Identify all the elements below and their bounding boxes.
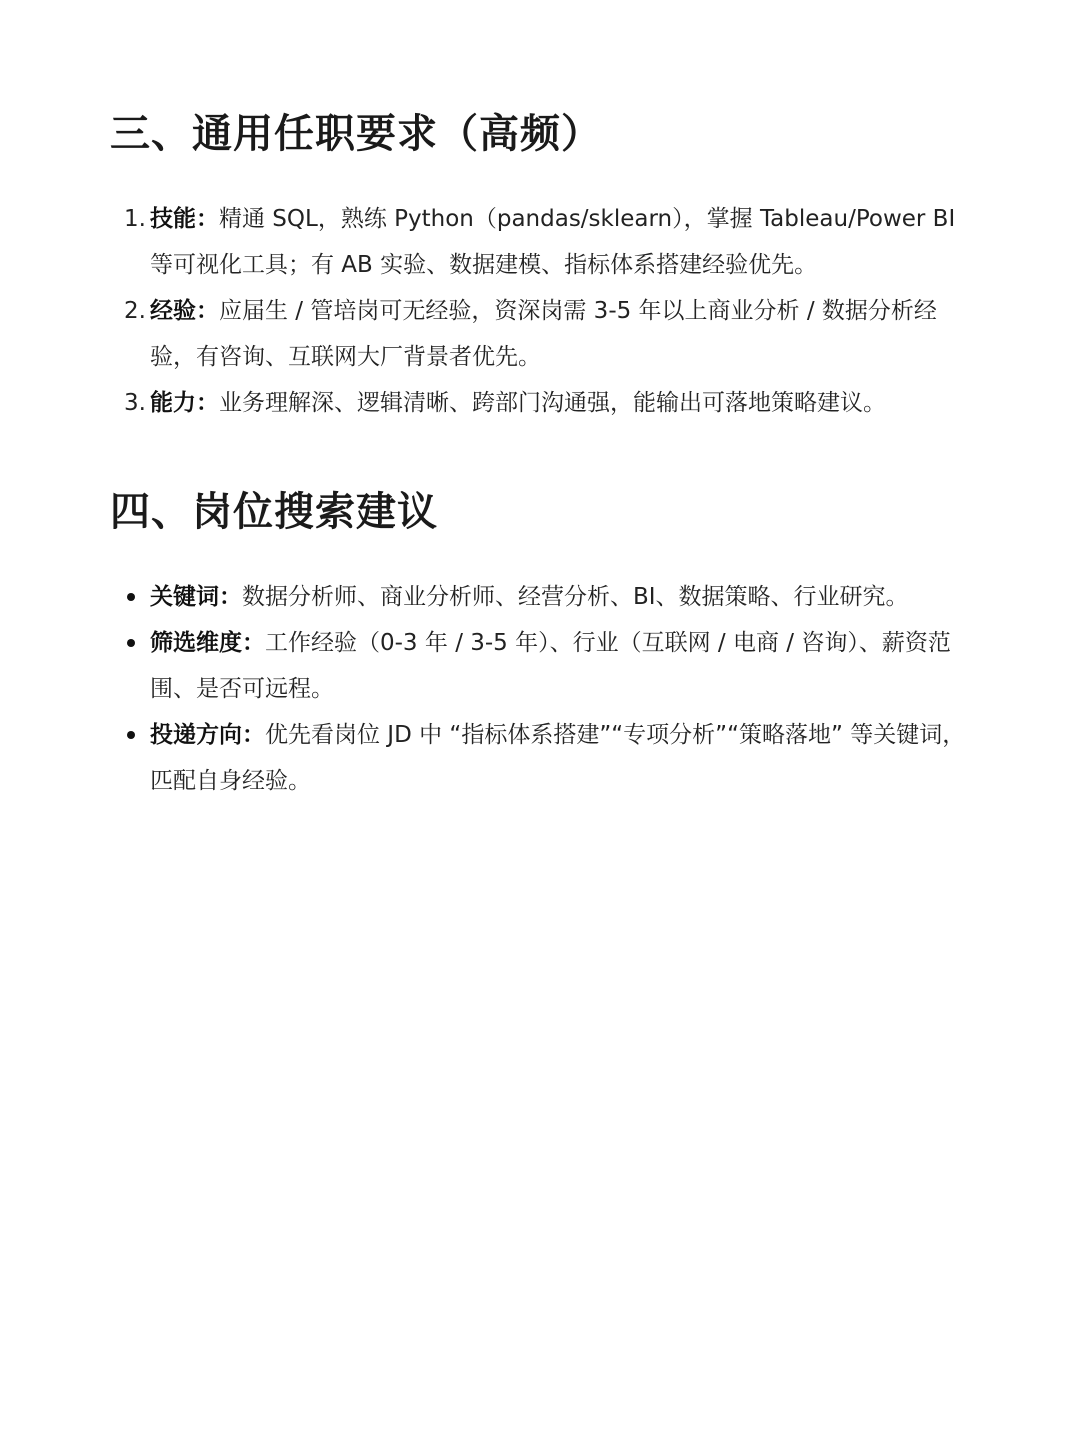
- item-text: 数据分析师、商业分析师、经营分析、BI、数据策略、行业研究。: [242, 584, 909, 610]
- list-item-keywords: [110, 574, 970, 620]
- section-3-title: 三、通用任职要求（高频）: [110, 111, 602, 157]
- list-item-filters: [110, 620, 970, 712]
- requirements-list: [110, 196, 970, 426]
- item-label: 投递方向：: [150, 722, 265, 748]
- list-item-ability: [110, 380, 970, 426]
- item-text: 业务理解深、逻辑清晰、跨部门沟通强，能输出可落地策略建议。: [219, 390, 886, 416]
- item-text: 优先看岗位 JD 中 “指标体系搭建”“专项分析”“策略落地” 等关键词，匹配自身经验。: [150, 722, 966, 794]
- item-text: 应届生 / 管培岗可无经验，资深岗需 3-5 年以上商业分析 / 数据分析经验，有咨询、互联网大厂背景者优先。: [150, 298, 937, 370]
- item-text: 精通 SQL，熟练 Python（pandas/sklearn），掌握 Tableau/Power BI 等可视化工具；有 AB 实验、数据建模、指标体系搭建经验优先。: [150, 206, 956, 278]
- section-4-title: 四、岗位搜索建议: [110, 489, 438, 535]
- item-label: 能力：: [150, 390, 219, 416]
- item-label: 技能：: [150, 206, 219, 232]
- list-number: 1.: [124, 206, 146, 232]
- list-number: 3.: [124, 390, 146, 416]
- bullet-icon: [127, 639, 135, 647]
- item-label: 关键词：: [150, 584, 242, 610]
- bullet-icon: [127, 731, 135, 739]
- bullet-icon: [127, 593, 135, 601]
- search-tips-list: [110, 574, 970, 804]
- list-item-skills: [110, 196, 970, 288]
- list-item-direction: [110, 712, 970, 804]
- item-text: 工作经验（0-3 年 / 3-5 年）、行业（互联网 / 电商 / 咨询）、薪资范围、是否可远程。: [150, 630, 951, 702]
- list-item-experience: [110, 288, 970, 380]
- item-label: 筛选维度：: [150, 630, 265, 656]
- list-number: 2.: [124, 298, 146, 324]
- item-label: 经验：: [150, 298, 219, 324]
